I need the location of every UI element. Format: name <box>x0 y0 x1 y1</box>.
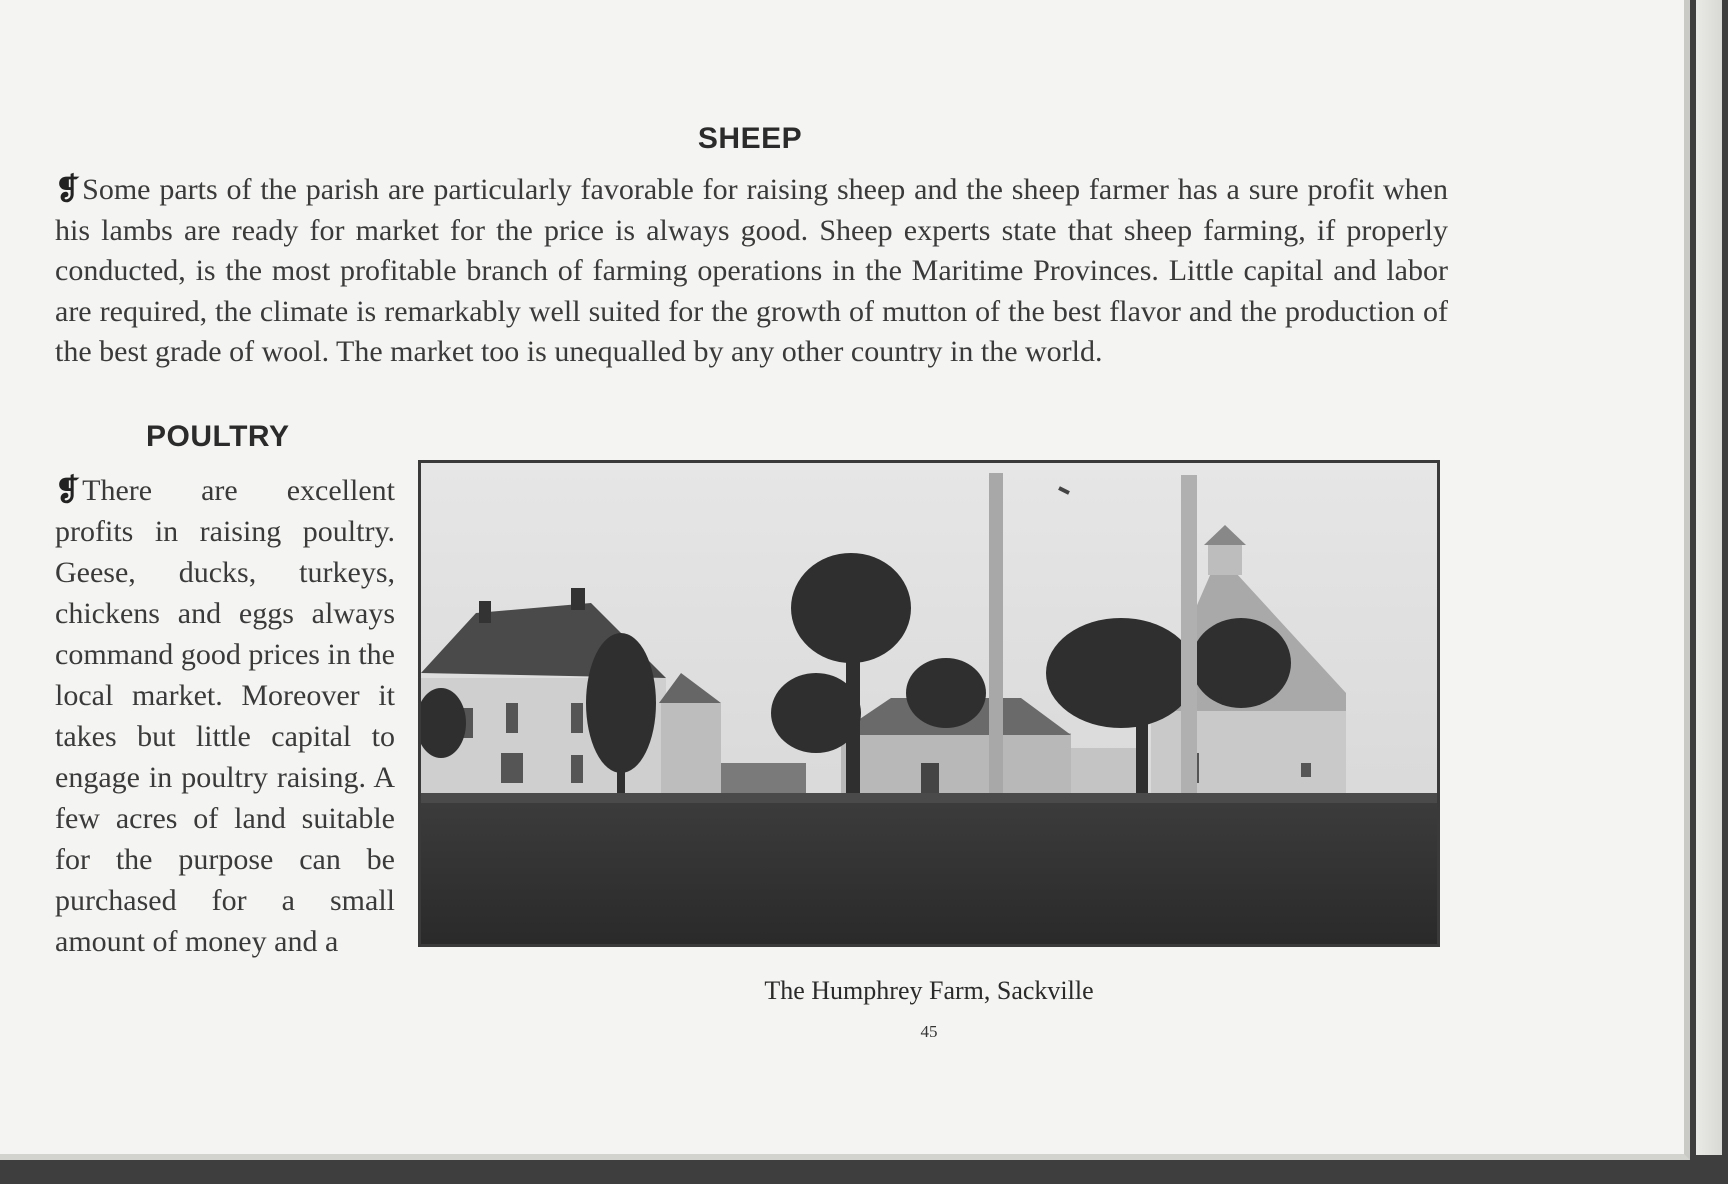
field <box>421 798 1437 944</box>
farm-photograph <box>418 460 1440 947</box>
poultry-paragraph-text: There are excellent profits in raising poultry. Geese, ducks, turkeys, chickens and eggs always command good prices in the local market. Moreover it takes but little capital to engage in poultry raising. A few acres of land suitable for the purpose can be purchased for a small amount of money and a <box>55 474 395 958</box>
farm-photo-illustration <box>421 463 1437 944</box>
sheep-heading: SHEEP <box>697 122 803 155</box>
page-edge-shadow <box>1696 0 1722 1155</box>
paragraph-mark-icon: ❡ <box>55 474 81 507</box>
poultry-heading: POULTRY <box>146 420 290 453</box>
paragraph-mark-icon: ❡ <box>55 173 81 206</box>
sheep-paragraph-text: Some parts of the parish are particularly favorable for raising sheep and the sheep farmer has a sure profit when his lambs are ready for market for the price is always good. Sheep experts state that sheep farming, if properly conducted, is the most profitable branch of farming operations in the Maritime Provinces. Little capital and labor are required, the climate is remarkably well suited for the growth of mutton of the best flavor and the production of the best grade of wool. The market too is unequalled by any other country in the world. <box>55 173 1448 368</box>
poultry-paragraph <box>55 470 395 962</box>
sheep-paragraph <box>55 170 1448 373</box>
photo-caption: The Humphrey Farm, Sackville <box>764 976 1094 1005</box>
page-number: 45 <box>920 1022 938 1041</box>
